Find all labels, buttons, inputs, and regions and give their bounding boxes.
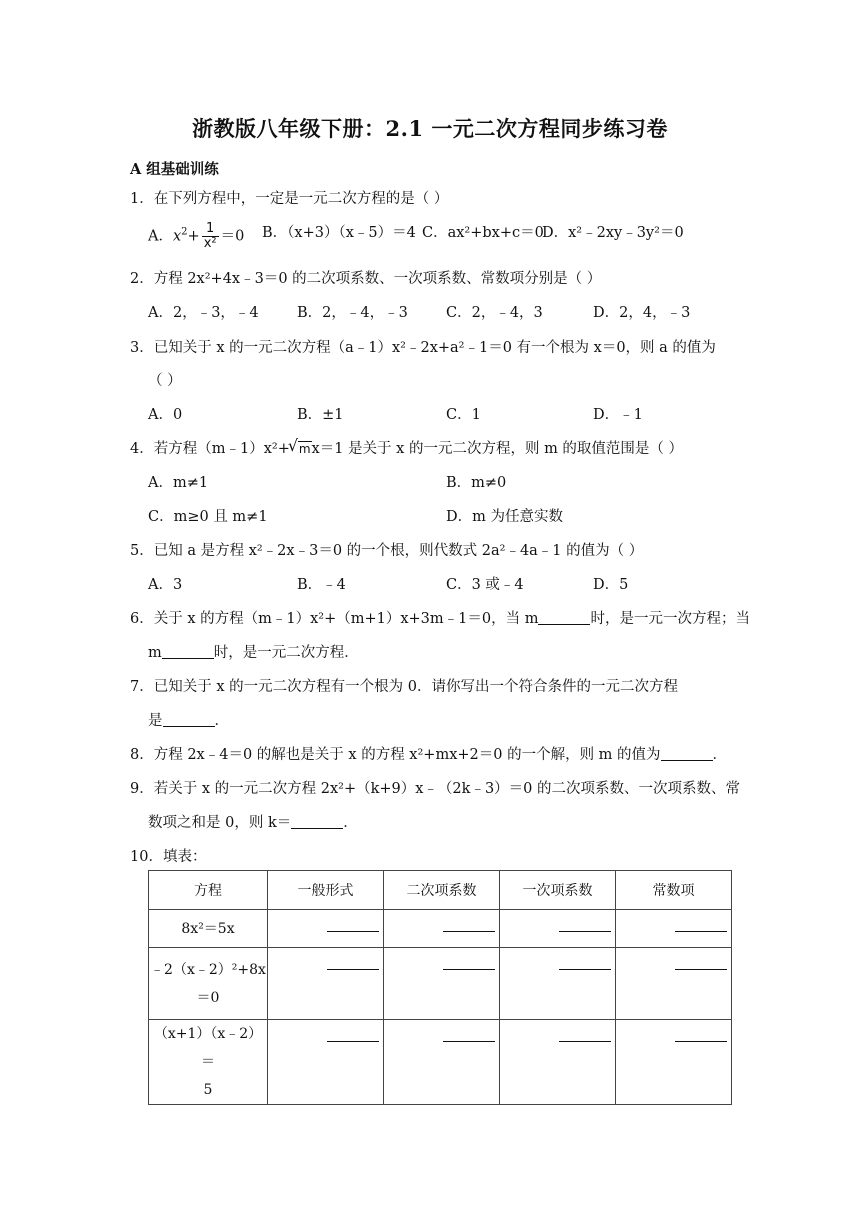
- question-2-stem: 2．方程 2x²+4x﹣3＝0 的二次项系数、一次项系数、常数项分别是（ ）: [130, 271, 602, 287]
- question-3-stem: 3．已知关于 x 的一元二次方程（a﹣1）x²﹣2x+a²﹣1＝0 有一个根为 x＝0，则 a 的值为: [130, 340, 716, 356]
- answer-cell[interactable]: [384, 948, 500, 1020]
- table-header: 二次项系数: [384, 871, 500, 910]
- question-3-option-d: D．﹣1: [593, 407, 643, 423]
- answer-blank[interactable]: [661, 746, 713, 761]
- equation-cell: [149, 910, 268, 948]
- answer-blank[interactable]: [559, 931, 611, 932]
- answer-blank[interactable]: [675, 931, 727, 932]
- question-10-stem: 10．填表：: [130, 849, 207, 865]
- question-6-text-d: 时，是一元二次方程．: [213, 645, 359, 661]
- answer-blank[interactable]: [327, 969, 379, 970]
- answer-cell[interactable]: [268, 948, 384, 1020]
- answer-blank[interactable]: [291, 814, 343, 829]
- question-7-text-b: ．: [214, 713, 229, 729]
- answer-blank[interactable]: [675, 969, 727, 970]
- question-5-option-b: B．﹣4: [297, 577, 346, 593]
- question-8-text-a: 8．方程 2x﹣4＝0 的解也是关于 x 的方程 x²+mx+2＝0 的一个解，则 m 的值为: [130, 747, 661, 763]
- question-3-option-a: A．0: [148, 407, 183, 423]
- answer-blank[interactable]: [443, 931, 495, 932]
- question-5-stem: 5．已知 a 是方程 x²﹣2x﹣3＝0 的一个根，则代数式 2a²﹣4a﹣1 的值为（ ）: [130, 543, 644, 559]
- radicand: m: [298, 442, 311, 456]
- table-header: 一般形式: [268, 871, 384, 910]
- answer-cell[interactable]: [500, 1020, 616, 1105]
- question-2-option-a: A．2，﹣3，﹣4: [148, 305, 259, 321]
- table-header: 一次项系数: [500, 871, 616, 910]
- table-row: [149, 948, 732, 1020]
- section-heading: A 组基础训练: [130, 161, 219, 178]
- question-9-text-a: 数项之和是 0，则 k＝: [148, 815, 292, 831]
- fraction-numerator: 1: [202, 222, 219, 237]
- answer-cell[interactable]: [384, 1020, 500, 1105]
- question-9-line-1: 9．若关于 x 的一元二次方程 2x²+（k+9）x﹣（2k﹣3）＝0 的二次项系数、一次项系数、常: [130, 781, 741, 797]
- question-5-option-a: A．3: [148, 577, 183, 593]
- equation-text: 8x²＝5x: [181, 920, 235, 937]
- question-1-option-c: C．ax²+bx+c＝0: [422, 225, 544, 241]
- question-8-stem: [130, 744, 727, 766]
- answer-cell[interactable]: [500, 910, 616, 948]
- question-3-option-b: B．±1: [297, 407, 344, 423]
- page-title: 浙教版八年级下册：2.1 一元二次方程同步练习卷: [192, 116, 668, 141]
- equation-text: ﹣2（x﹣2）²+8x: [150, 961, 266, 978]
- answer-cell[interactable]: [500, 948, 616, 1020]
- answer-cell[interactable]: [268, 1020, 384, 1105]
- fraction: [202, 222, 219, 251]
- question-1-stem: 1．在下列方程中，一定是一元二次方程的是（ ）: [130, 191, 449, 207]
- option-a-label: A．: [148, 228, 173, 245]
- table-row: [149, 1020, 732, 1105]
- answer-blank[interactable]: [327, 1041, 379, 1042]
- answer-blank[interactable]: [443, 969, 495, 970]
- question-1-option-b: B．（x+3）（x﹣5）＝4: [262, 225, 416, 241]
- answer-blank[interactable]: [559, 1041, 611, 1042]
- question-8-text-b: ．: [712, 747, 728, 763]
- equation-text: 5: [203, 1082, 213, 1098]
- question-6-text-b: 时，是一元一次方程；当: [590, 611, 750, 627]
- question-9-text-b: ．: [343, 815, 358, 831]
- fill-in-table: [148, 870, 732, 1105]
- answer-blank[interactable]: [327, 931, 379, 932]
- question-6-line-2: [148, 642, 359, 664]
- table-row: [149, 910, 732, 948]
- question-7-line-1: 7．已知关于 x 的一元二次方程有一个根为 0．请你写出一个符合条件的一元二次方程: [130, 679, 678, 695]
- question-2-option-b: B．2，﹣4，﹣3: [297, 305, 408, 321]
- fraction-denominator: x²: [203, 236, 217, 251]
- question-6-text-a: 6．关于 x 的方程（m﹣1）x²+（m+1）x+3m﹣1＝0，当 m: [130, 611, 539, 627]
- question-4-option-b: B．m≠0: [446, 475, 507, 491]
- question-3-option-c: C．1: [446, 407, 481, 423]
- equation-text: （x+1）（x﹣2）＝: [153, 1026, 263, 1070]
- answer-cell[interactable]: [616, 910, 732, 948]
- answer-blank[interactable]: [443, 1041, 495, 1042]
- answer-blank[interactable]: [675, 1041, 727, 1042]
- question-4-option-a: A．m≠1: [148, 475, 209, 491]
- question-9-line-2: [148, 812, 358, 834]
- answer-cell[interactable]: [616, 948, 732, 1020]
- answer-blank[interactable]: [538, 610, 590, 625]
- equation-cell: [149, 948, 268, 1020]
- answer-blank[interactable]: [559, 969, 611, 970]
- question-5-option-d: D．5: [593, 577, 629, 593]
- answer-cell[interactable]: [616, 1020, 732, 1105]
- question-2-option-d: D．2，4，﹣3: [593, 305, 691, 321]
- table-header: 方程: [149, 871, 268, 910]
- option-a-tail: ＝0: [220, 228, 245, 245]
- question-4-stem-end: x＝1 是关于 x 的一元二次方程，则 m 的取值范围是（ ）: [311, 441, 684, 457]
- question-4-option-c: C．m≥0 且 m≠1: [148, 509, 268, 525]
- question-3-stem-cont: （ ）: [148, 373, 182, 389]
- sqrt-symbol: [290, 438, 312, 460]
- equation-cell: [149, 1020, 268, 1105]
- answer-blank[interactable]: [162, 644, 214, 659]
- equation-text: ＝0: [196, 989, 220, 1006]
- question-4-stem-start: 4．若方程（m﹣1）x²+: [130, 441, 290, 457]
- table-header: 常数项: [616, 871, 732, 910]
- question-1-option-d: D．x²﹣2xy﹣3y²＝0: [542, 225, 684, 241]
- question-7-line-2: [148, 710, 229, 732]
- answer-blank[interactable]: [163, 712, 215, 727]
- question-6-line-1: [130, 608, 750, 630]
- question-5-option-c: C．3 或﹣4: [446, 577, 524, 593]
- question-1-option-a: A．$x^2+$ $\frac{1}{\text{x²}}$ ＝0: [148, 221, 245, 251]
- answer-cell[interactable]: [268, 910, 384, 948]
- question-2-option-c: C．2，﹣4，3: [446, 305, 543, 321]
- question-4-option-d: D．m 为任意实数: [446, 509, 563, 525]
- answer-cell[interactable]: [384, 910, 500, 948]
- question-7-text-a: 是: [148, 713, 163, 729]
- table-header-row: [149, 871, 732, 910]
- question-4-stem: [130, 438, 683, 460]
- question-6-text-c: m: [148, 645, 162, 661]
